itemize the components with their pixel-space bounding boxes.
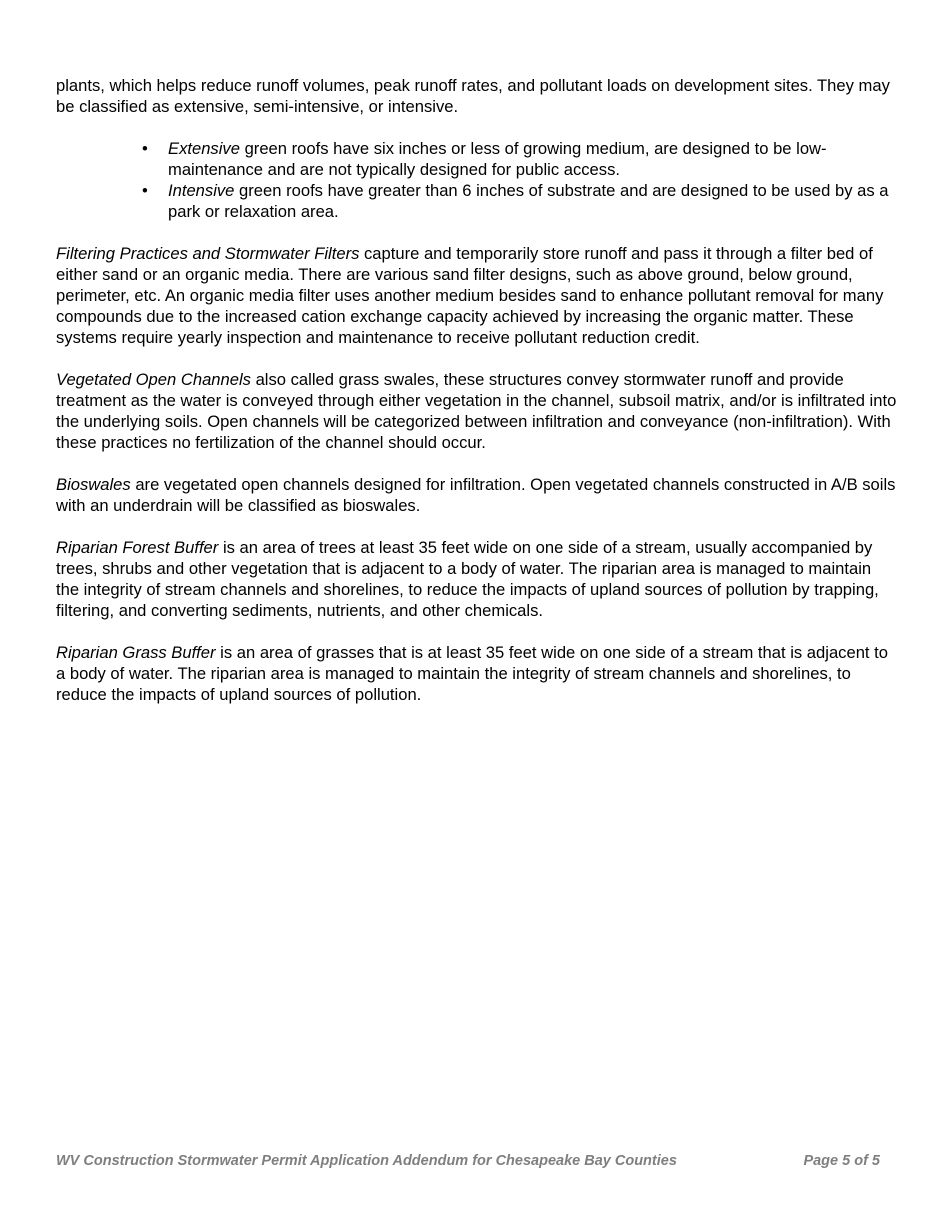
definition-extensive: green roofs have six inches or less of growing medium, are designed to be low-maintenance and are not typically designed for public access. (168, 139, 827, 179)
definition-riparian-forest-buffer: is an area of trees at least 35 feet wide on one side of a stream, usually accompanied by trees, shrubs and other vegetation that is adjacent to a body of water. The riparian area is managed to maintain the integrity of stream channels and shorelines, to reduce the impacts of upland sources of pollution by trapping, filtering, and converting sediments, nutrients, and other chemicals. (56, 538, 879, 620)
definition-filtering-practices: capture and temporarily store runoff and pass it through a filter bed of either sand or an organic media. There are various sand filter designs, such as above ground, below ground, perimeter, etc. An organic media filter uses another medium besides sand to enhance pollutant removal for many compounds due to the increased cation exchange capacity achieved by increasing the organic matter. These systems require yearly inspection and maintenance to receive pollutant reduction credit. (56, 244, 884, 347)
footer-document-title: WV Construction Stormwater Permit Application Addendum for Chesapeake Bay Counties (56, 1153, 677, 1169)
page-footer (56, 1153, 880, 1169)
list-item-intensive (142, 180, 898, 222)
list-item-extensive (142, 138, 898, 180)
paragraph-riparian-grass-buffer (56, 642, 898, 705)
definition-vegetated-open-channels: also called grass swales, these structures convey stormwater runoff and provide treatment as the water is conveyed through either vegetation in the channel, subsoil matrix, and/or is infiltrated into the underlying soils. Open channels will be categorized between infiltration and conveyance (non-infiltration). With these practices no fertilization of the channel should occur. (56, 370, 897, 452)
term-riparian-forest-buffer: Riparian Forest Buffer (56, 538, 219, 557)
bullet-icon: • (142, 139, 148, 158)
footer-page-number: Page 5 of 5 (803, 1153, 880, 1169)
paragraph-riparian-forest-buffer (56, 537, 898, 621)
document-body (56, 75, 898, 726)
definition-intensive: green roofs have greater than 6 inches of substrate and are designed to be used by as a park or relaxation area. (168, 181, 889, 221)
bullet-icon: • (142, 181, 148, 200)
paragraph-vegetated-open-channels (56, 369, 898, 453)
green-roof-types-list (56, 138, 898, 222)
term-bioswales: Bioswales (56, 475, 131, 494)
paragraph-filtering-practices (56, 243, 898, 348)
definition-bioswales: are vegetated open channels designed for infiltration. Open vegetated channels constructed in A/B soils with an underdrain will be classified as bioswales. (56, 475, 896, 515)
definition-riparian-grass-buffer: is an area of grasses that is at least 35 feet wide on one side of a stream that is adjacent to a body of water. The riparian area is managed to maintain the integrity of stream channels and shorelines, to reduce the impacts of upland sources of pollution. (56, 643, 888, 704)
paragraph-bioswales (56, 474, 898, 516)
term-intensive: Intensive (168, 181, 235, 200)
term-vegetated-open-channels: Vegetated Open Channels (56, 370, 251, 389)
term-filtering-practices: Filtering Practices and Stormwater Filters (56, 244, 360, 263)
intro-paragraph: plants, which helps reduce runoff volumes, peak runoff rates, and pollutant loads on development sites. They may be classified as extensive, semi-intensive, or intensive. (56, 76, 890, 116)
term-extensive: Extensive (168, 139, 240, 158)
term-riparian-grass-buffer: Riparian Grass Buffer (56, 643, 216, 662)
